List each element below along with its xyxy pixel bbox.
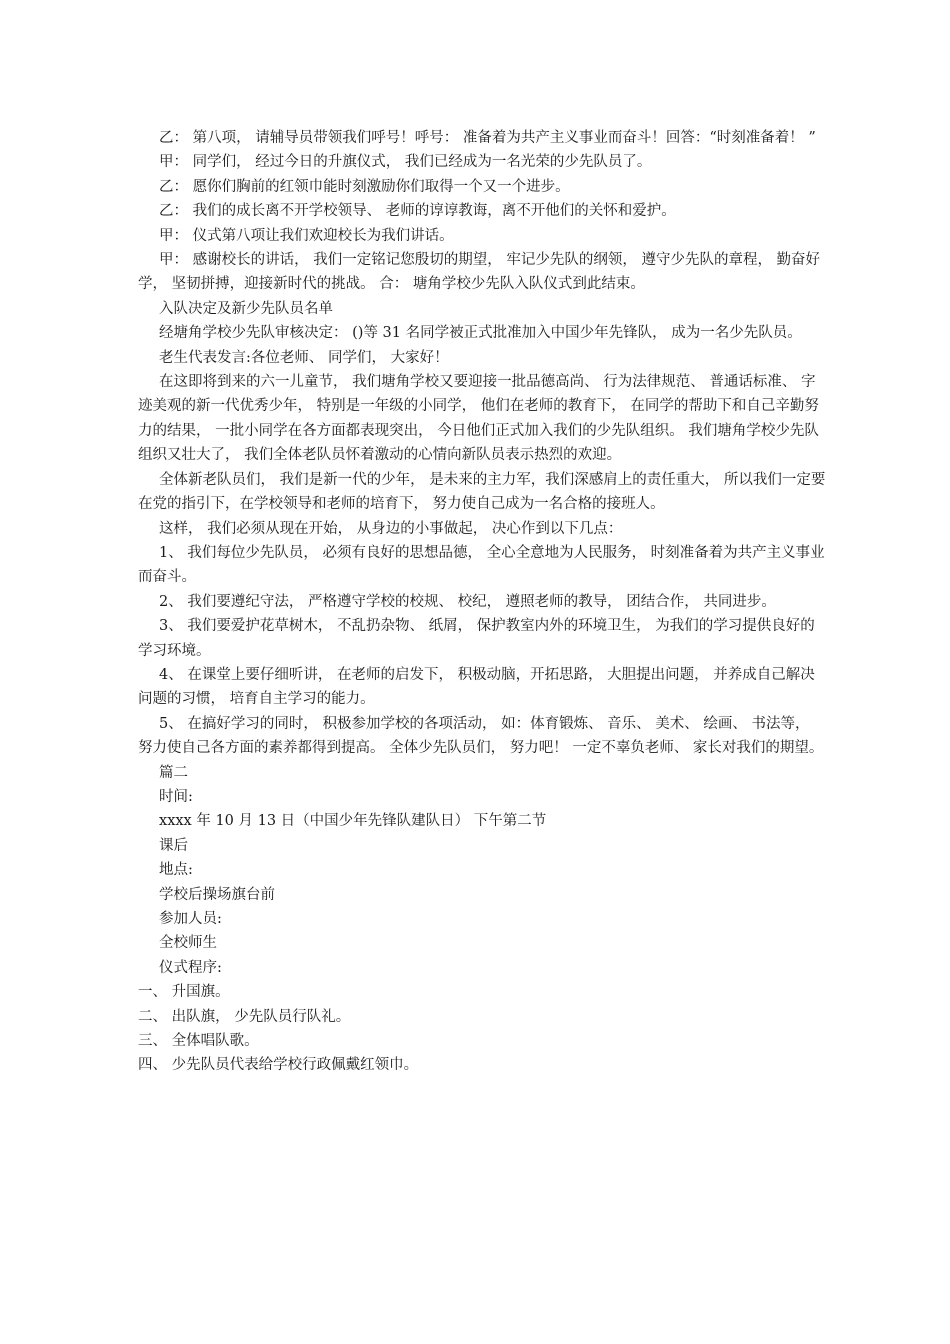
field-label: 仪式程序: (159, 959, 222, 976)
paragraph: 全体新老队员们， 我们是新一代的少年， 是未来的主力军，我们深感肩上的责任重大， 所以我们一定要在党的指引下，在学校领导和老师的培育下， 努力使自己成为一名合格的接班人。 (138, 471, 826, 513)
paragraph: 乙： 愿你们胸前的红领巾能时刻激励你们取得一个又一个进步。 (159, 178, 570, 195)
list-item: 一、 升国旗。 (138, 984, 230, 1001)
field-value: 学校后操场旗台前 (159, 886, 276, 903)
paragraph: 乙： 第八项， 请辅导员带领我们呼号！呼号： 准备着为共产主义事业而奋斗！回答：“时刻准备着！ ” (159, 130, 816, 146)
paragraph: 甲： 同学们， 经过今日的升旗仪式， 我们已经成为一名光荣的少先队员了。 (159, 154, 652, 171)
paragraph: 这样， 我们必须从现在开始， 从身边的小事做起， 决心作到以下几点： (159, 520, 623, 537)
list-item: 4、 在课堂上要仔细听讲， 在老师的启发下， 积极动脑，开拓思路， 大胆提出问题， 并养成自己解决问题的习惯， 培育自主学习的能力。 (138, 666, 815, 708)
document-body (138, 126, 828, 1078)
field-value: 全校师生 (159, 935, 218, 952)
paragraph: 经塘角学校少先队审核决定： ()等 31 名同学被正式批准加入中国少年先锋队， 成为一名少先队员。 (159, 325, 802, 342)
field-label: 时间: (159, 788, 193, 805)
field-value: 课后 (159, 837, 189, 854)
paragraph: 老生代表发言:各位老师、 同学们， 大家好！ (159, 349, 449, 366)
field-label: 地点: (159, 862, 193, 879)
list-item: 1、 我们每位少先队员， 必须有良好的思想品德， 全心全意地为人民服务， 时刻准备着为共产主义事业而奋斗。 (138, 544, 825, 586)
field-value: xxxx 年 10 月 13 日（中国少年先锋队建队日） 下午第二节 (159, 813, 547, 830)
paragraph: 甲： 仪式第八项让我们欢迎校长为我们讲话。 (159, 227, 454, 244)
list-item: 3、 我们要爱护花草树木， 不乱扔杂物、 纸屑， 保护教室内外的环境卫生， 为我们的学习提供良好的学习环境。 (138, 618, 815, 659)
field-label: 参加人员: (159, 911, 222, 927)
list-item: 四、 少先队员代表给学校行政佩戴红领巾。 (138, 1057, 419, 1074)
list-item: 2、 我们要遵纪守法， 严格遵守学校的校规、 校纪， 遵照老师的教导， 团结合作， 共同进步。 (159, 593, 776, 610)
paragraph: 在这即将到来的六一儿童节， 我们塘角学校又要迎接一批品德高尚、 行为法律规范、 普通话标准、 字迹美观的新一代优秀少年， 特别是一年级的小同学， 他们在老师的教育下， 在同学的帮助下和自己辛勤努力的结果， 一批小同学在各方面都表现突出， 今日他们正式加入我们的少先队组织。 我们塘角学校少先队组织又壮大了， 我们全体老队员怀着激动的心情向新队员表示热烈的欢迎。 (138, 374, 819, 464)
list-item: 二、 出队旗， 少先队员行队礼。 (138, 1008, 351, 1025)
paragraph: 乙： 我们的成长离不开学校领导、 老师的谆谆教诲，离不开他们的关怀和爱护。 (159, 203, 676, 220)
paragraph: 甲： 感谢校长的讲话， 我们一定铭记您殷切的期望， 牢记少先队的纲领， 遵守少先队的章程， 勤奋好学， 坚韧拼搏，迎接新时代的挑战。 合： 塘角学校少先队入队仪式到此结束。 (138, 252, 821, 293)
list-item: 5、 在搞好学习的同时， 积极参加学校的各项活动， 如：体育锻炼、 音乐、 美术、 绘画、 书法等， 努力使自己各方面的素养都得到提高。 全体少先队员们， 努力吧！ 一定不辜负老师、 家长对我们的期望。 (138, 715, 824, 757)
section-heading: 篇二 (159, 764, 189, 781)
section-heading: 入队决定及新少先队员名单 (159, 300, 334, 317)
list-item: 三、 全体唱队歌。 (138, 1033, 259, 1050)
